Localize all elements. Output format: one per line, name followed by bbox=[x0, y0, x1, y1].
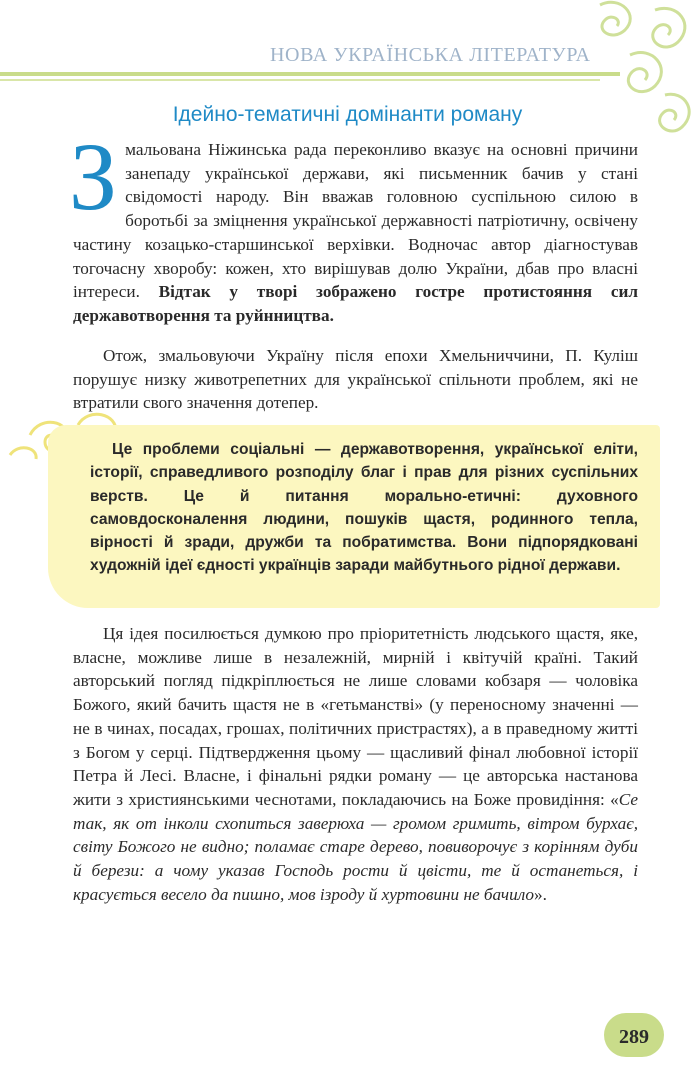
paragraph-1-bold: Відтак у творі зображено гостре протистояння сил державотворення та руйнництва bbox=[73, 282, 638, 325]
highlight-box-text: Це проблеми соціальні — державотворення, української еліти, історії, справедливого розподілу благ і прав для різних суспільних верств. Це й питання морально-етичні: духовного самовдосконалення людини, пошуків щастя, родинного тепла, вірності й зради, дружби та побратимства. Вони підпорядковані художній ідеї єдності українців заради майбутнього рідної держави. bbox=[90, 441, 638, 575]
page-number: 289 bbox=[619, 1026, 649, 1048]
paragraph-1 bbox=[69, 123, 638, 328]
paragraph-2: Отож, змальовуючи Україну після епохи Хмельниччини, П. Куліш порушує низку животрепетних для української спільноти проблем, які не втратили свого значення дотепер. bbox=[73, 346, 638, 413]
paragraph-3-text: Ця ідея посилюється думкою про пріоритетність людського щастя, яке, власне, можливе лише в незалежній, мирній і квітучій країні. Такий авторський погляд підкріплюється не лише словами кобзаря — чоловіка Божого, який бачить щастя не в «гетьманстві» (у переносному значенні — не в чинах, посадах, грошах, політичних пристрастях), а в праведному житті з Богом у серці. Підтвердження цьому — щасливий фінал любовної історії Петра й Лесі. Власне, і фінальні рядки роману — це авторська настанова жити з християнськими чеснотами, покладаючись на Боже провидіння: « bbox=[73, 624, 638, 809]
paragraph-3 bbox=[73, 622, 638, 906]
drop-cap: З bbox=[69, 123, 118, 230]
novel-quote: Се так, як от інколи схопиться заверюха — громом гримить, вітром бурхає, світу Божого не видно; поламає старе дерево, повиворочує з корінням дуби й берези: а чому указав Господь рости й цвісти, те й останеться, і красується весело да пишно, мов ізроду й хуртовини не бачило bbox=[73, 789, 638, 904]
header-divider bbox=[0, 72, 620, 76]
paragraph-1-end: . bbox=[329, 305, 334, 325]
header-divider-thin bbox=[0, 79, 600, 81]
paragraph-1-text: мальована Ніжинська рада переконливо вказує на основні причини занепаду української держави, які письменник бачив у стані свідомості народу. Він вважав головною суспільною силою в боротьбі за зміцнення української державності патріотичну, освічену частину козацько-старшинської верхівки. Водночас автор діагностував тогочасну хворобу: кожен, хто вирішував долю України, дбав про власні інтереси. bbox=[73, 140, 638, 302]
section-heading: Ідейно-тематичні домінанти роману bbox=[172, 103, 523, 126]
page-number-badge bbox=[604, 1013, 664, 1057]
running-header-title: НОВА УКРАЇНСЬКА ЛІТЕРАТУРА bbox=[270, 44, 591, 66]
paragraph-3-end: ». bbox=[534, 884, 547, 904]
